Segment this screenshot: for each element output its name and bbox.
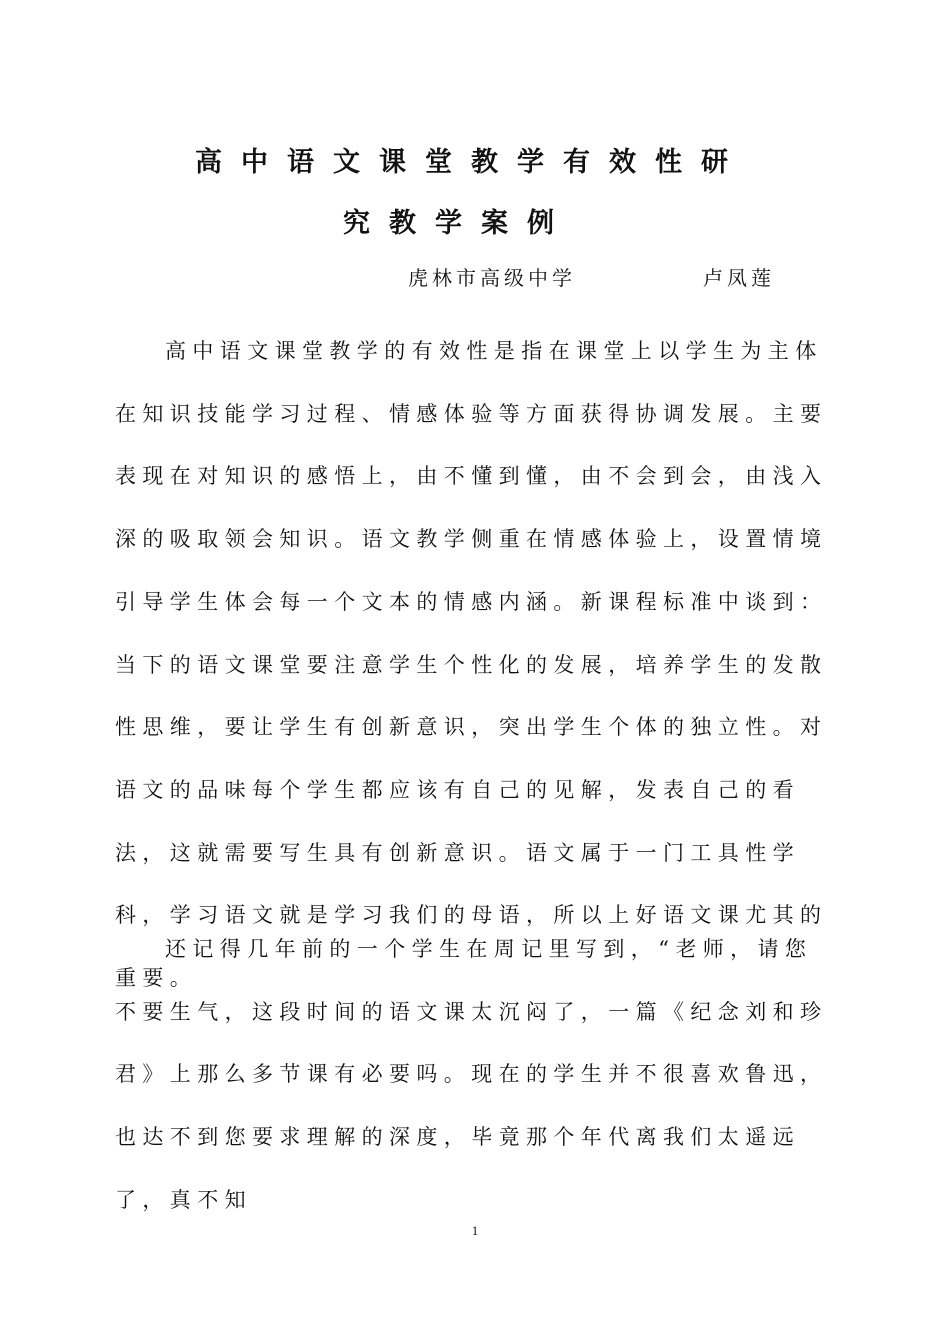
body-paragraph-2: 还记得几年前的一个学生在周记里写到，“老师，请您不要生气，这段时间的语文课太沉闷了，一篇《纪念刘和珍君》上那么多节课有必要吗。现在的学生并不很喜欢鲁迅，也达不到您要求理解的深度，毕竟那个年代离我们太遥远了，真不知 — [115, 937, 828, 1212]
body-paragraph-1: 高中语文课堂教学的有效性是指在课堂上以学生为主体在知识技能学习过程、情感体验等方面获得协调发展。主要表现在对知识的感悟上，由不懂到懂，由不会到会，由浅入深的吸取领会知识。语文教学侧重在情感体验上，设置情境引导学生体会每一个文本的情感内涵。新课程标准中谈到：当下的语文课堂要注意学生个性化的发展，培养学生的发散性思维，要让学生有创新意识，突出学生个体的独立性。对语文的品味每个学生都应该有自己的见解，发表自己的看法，这就需要写生具有创新意识。语文属于一门工具性学科，学习语文就是学习我们的母语，所以上好语文课尤其的重要。 — [115, 339, 828, 991]
document-title-line-2: 究教学案例 — [343, 208, 573, 239]
author-name: 卢凤莲 — [703, 266, 775, 290]
author-school: 虎林市高级中学 — [408, 266, 576, 290]
document-title-line-1: 高中语文课堂教学有效性研 — [195, 147, 747, 178]
page-number: 1 — [471, 1223, 479, 1238]
